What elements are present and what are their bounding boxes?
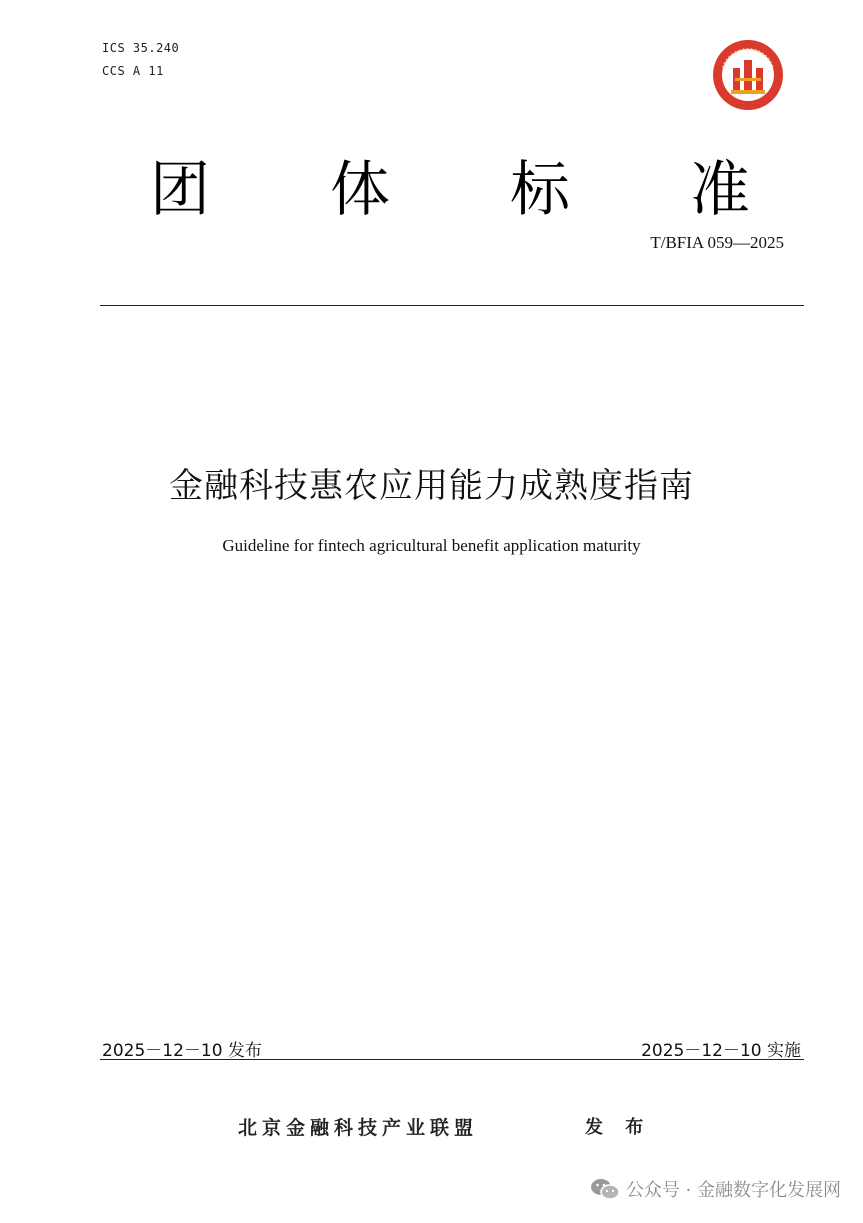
issuer-name: 北京金融科技产业联盟 bbox=[238, 1117, 479, 1139]
doc-type-char: 准 bbox=[690, 155, 750, 225]
doc-type-char: 团 bbox=[150, 155, 210, 225]
effective-date: 2025－12－10 实施 bbox=[641, 1041, 801, 1061]
doc-type-char: 体 bbox=[330, 155, 390, 225]
footer-divider bbox=[100, 1059, 804, 1060]
ics-code: ICS 35.240 bbox=[102, 41, 180, 55]
association-seal-icon bbox=[711, 38, 785, 112]
issue-date: 2025－12－10 发布 bbox=[102, 1041, 262, 1061]
wechat-icon bbox=[590, 1177, 620, 1201]
header-divider bbox=[100, 305, 804, 306]
title-chinese: 金融科技惠农应用能力成熟度指南 bbox=[169, 466, 694, 506]
watermark bbox=[590, 1176, 841, 1202]
document-type-title bbox=[150, 150, 750, 230]
publish-label: 发 布 bbox=[585, 1117, 652, 1138]
ccs-code: CCS A 11 bbox=[102, 64, 164, 78]
watermark-text: 公众号 · 金融数字化发展网 bbox=[625, 1180, 841, 1201]
doc-type-char: 标 bbox=[510, 155, 570, 225]
title-english: Guideline for fintech agricultural benefit application maturity bbox=[222, 536, 641, 555]
standard-number: T/BFIA 059—2025 bbox=[650, 233, 784, 252]
